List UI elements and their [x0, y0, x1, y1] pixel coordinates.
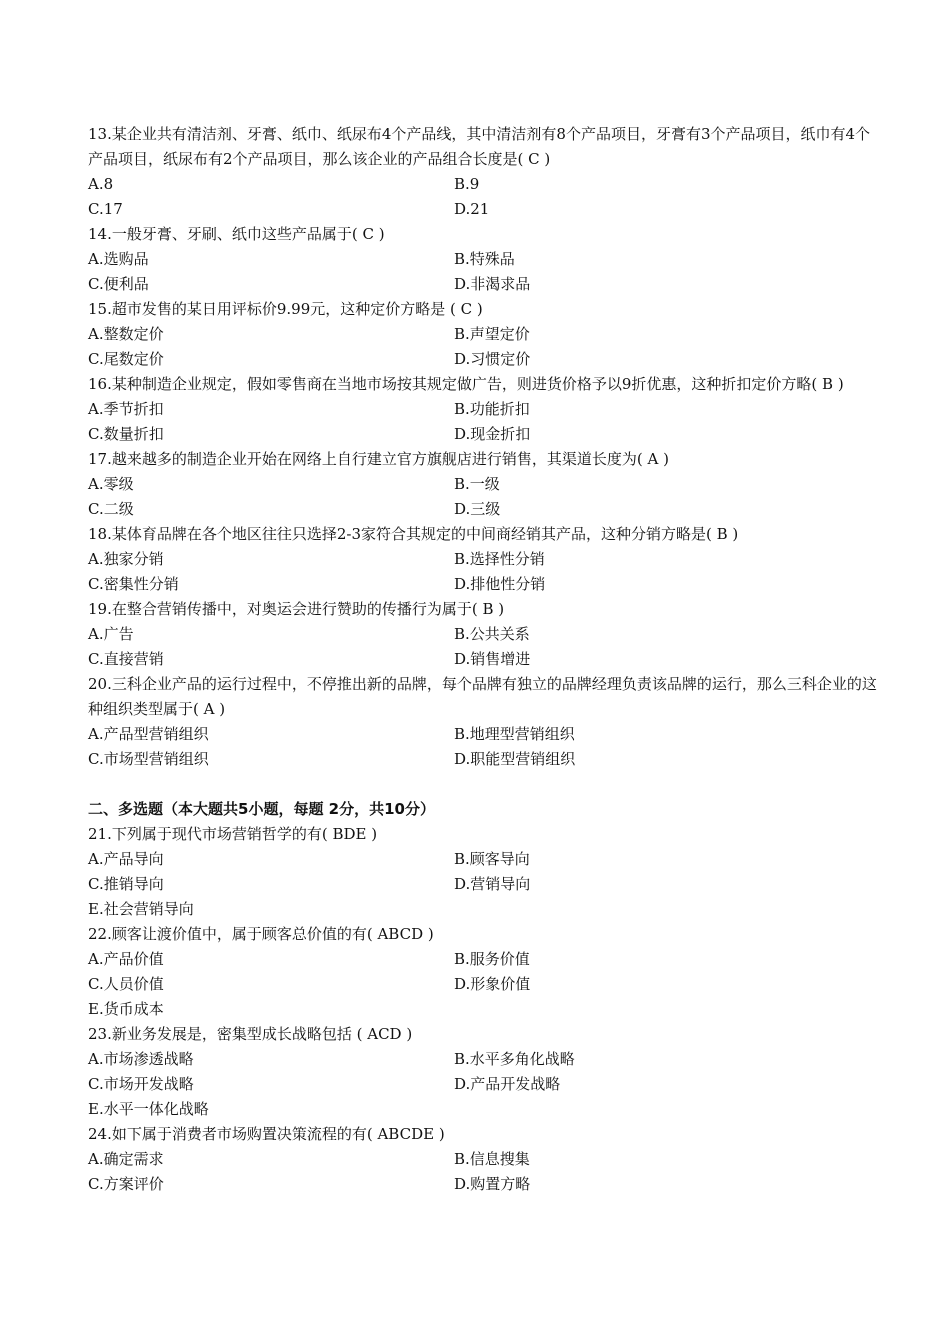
question-stem: 22.顾客让渡价值中，属于顾客总价值的有( ABCD )	[88, 925, 434, 943]
exam-page	[88, 122, 878, 1197]
option-d: D.21	[454, 200, 490, 218]
question-stem: 18.某体育品牌在各个地区往往只选择2-3家符合其规定的中间商经销其产品，这种分销方略是( B )	[88, 525, 739, 543]
option-e: E.社会营销导向	[88, 900, 194, 918]
option-list	[88, 722, 878, 772]
option-e: E.货币成本	[88, 1000, 164, 1018]
option-a: A.8	[88, 175, 114, 193]
option-list	[88, 322, 878, 372]
question-block	[88, 1022, 878, 1122]
question-stem: 14.一般牙膏、牙刷、纸巾这些产品属于( C )	[88, 225, 385, 243]
option-b: B.地理型营销组织	[454, 725, 575, 743]
option-d: D.排他性分销	[454, 575, 546, 593]
option-b: B.选择性分销	[454, 550, 545, 568]
option-c: C.数量折扣	[88, 425, 164, 443]
option-list	[88, 947, 878, 1022]
question-block	[88, 922, 878, 1022]
question-block	[88, 672, 878, 772]
option-a: A.独家分销	[88, 550, 164, 568]
question-block	[88, 1122, 878, 1197]
option-a: A.选购品	[88, 250, 149, 268]
option-d: D.购置方略	[454, 1175, 531, 1193]
option-b: B.顾客导向	[454, 850, 530, 868]
option-d: D.产品开发战略	[454, 1075, 561, 1093]
question-block	[88, 297, 878, 372]
question-block	[88, 597, 878, 672]
section-heading: 二、多选题（本大题共5小题，每题 2分，共10分）	[88, 800, 435, 818]
option-a: A.零级	[88, 475, 134, 493]
option-b: B.特殊品	[454, 250, 515, 268]
option-list	[88, 622, 878, 672]
question-stem: 24.如下属于消费者市场购置决策流程的有( ABCDE )	[88, 1125, 445, 1143]
question-stem: 13.某企业共有清洁剂、牙膏、纸巾、纸尿布4个产品线，其中清洁剂有8个产品项目，牙膏有3个产品项目，纸巾有4个产品项目，纸尿布有2个产品项目，那么该企业的产品组合长度是( C )	[88, 125, 871, 168]
option-a: A.确定需求	[88, 1150, 164, 1168]
option-list	[88, 847, 878, 922]
option-c: C.密集性分销	[88, 575, 179, 593]
option-e: E.水平一体化战略	[88, 1100, 209, 1118]
option-b: B.功能折扣	[454, 400, 530, 418]
option-d: D.职能型营销组织	[454, 750, 576, 768]
option-a: A.季节折扣	[88, 400, 164, 418]
option-c: C.直接营销	[88, 650, 164, 668]
option-d: D.形象价值	[454, 975, 531, 993]
question-stem: 17.越来越多的制造企业开始在网络上自行建立官方旗舰店进行销售，其渠道长度为( A )	[88, 450, 669, 468]
question-stem: 21.下列属于现代市场营销哲学的有( BDE )	[88, 825, 378, 843]
question-block	[88, 122, 878, 222]
option-b: B.服务价值	[454, 950, 530, 968]
option-list	[88, 247, 878, 297]
question-stem: 19.在整合营销传播中，对奥运会进行赞助的传播行为属于( B )	[88, 600, 505, 618]
option-c: C.方案评价	[88, 1175, 164, 1193]
option-c: C.市场型营销组织	[88, 750, 209, 768]
question-stem: 15.超市发售的某日用评标价9.99元，这种定价方略是 ( C )	[88, 300, 483, 318]
option-d: D.销售增进	[454, 650, 531, 668]
option-d: D.习惯定价	[454, 350, 531, 368]
option-b: B.一级	[454, 475, 500, 493]
question-block	[88, 447, 878, 522]
option-a: A.产品价值	[88, 950, 164, 968]
question-stem: 16.某种制造企业规定，假如零售商在当地市场按其规定做广告，则进货价格予以9折优惠，这种折扣定价方略( B )	[88, 375, 844, 393]
option-d: D.现金折扣	[454, 425, 531, 443]
option-d: D.三级	[454, 500, 501, 518]
option-a: A.产品型营销组织	[88, 725, 209, 743]
option-c: C.推销导向	[88, 875, 164, 893]
option-b: B.声望定价	[454, 325, 530, 343]
question-block	[88, 522, 878, 597]
option-b: B.9	[454, 175, 480, 193]
question-block	[88, 822, 878, 922]
question-stem: 20.三科企业产品的运行过程中，不停推出新的品牌，每个品牌有独立的品牌经理负责该品牌的运行，那么三科企业的这种组织类型属于( A )	[88, 675, 877, 718]
question-block	[88, 372, 878, 447]
option-a: A.产品导向	[88, 850, 164, 868]
option-list	[88, 472, 878, 522]
option-c: C.17	[88, 200, 123, 218]
option-list	[88, 397, 878, 447]
option-list	[88, 547, 878, 597]
option-c: C.便利品	[88, 275, 149, 293]
option-list	[88, 1147, 878, 1197]
option-a: A.整数定价	[88, 325, 164, 343]
question-block	[88, 222, 878, 297]
option-a: A.广告	[88, 625, 134, 643]
option-d: D.营销导向	[454, 875, 531, 893]
option-c: C.尾数定价	[88, 350, 164, 368]
option-c: C.二级	[88, 500, 134, 518]
option-b: B.公共关系	[454, 625, 530, 643]
option-a: A.市场渗透战略	[88, 1050, 194, 1068]
option-c: C.人员价值	[88, 975, 164, 993]
option-list	[88, 1047, 878, 1122]
option-b: B.水平多角化战略	[454, 1050, 575, 1068]
option-c: C.市场开发战略	[88, 1075, 194, 1093]
option-d: D.非渴求品	[454, 275, 531, 293]
option-list	[88, 172, 878, 222]
option-b: B.信息搜集	[454, 1150, 530, 1168]
question-stem: 23.新业务发展是，密集型成长战略包括 ( ACD )	[88, 1025, 413, 1043]
